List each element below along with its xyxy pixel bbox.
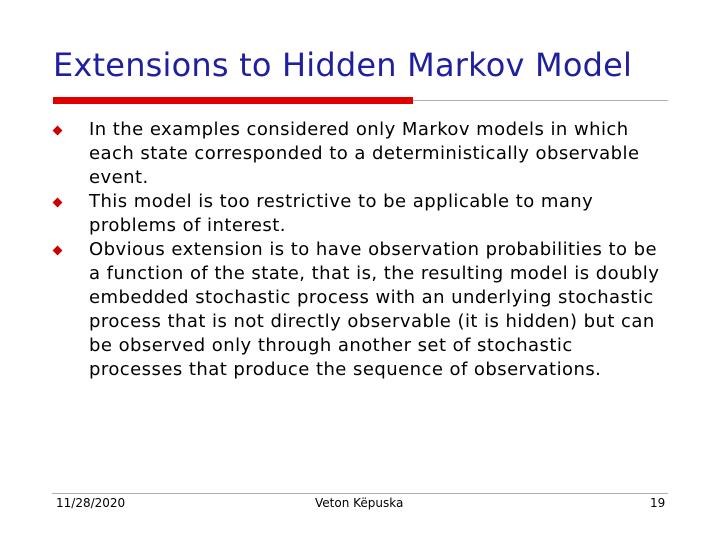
footer-author: Veton Këpuska	[315, 496, 404, 510]
diamond-bullet-icon	[53, 126, 63, 136]
title-divider-line	[413, 100, 668, 101]
footer-divider-line	[52, 493, 668, 494]
diamond-bullet-icon	[53, 198, 63, 208]
diamond-bullet-icon	[53, 246, 63, 256]
slide-title: Extensions to Hidden Markov Model	[53, 46, 633, 84]
bullet-text: In the examples considered only Markov models in which each state corresponded to a deterministically observable event.	[89, 119, 640, 188]
bullet-list	[52, 118, 672, 382]
bullet-item	[52, 238, 672, 382]
bullet-text: Obvious extension is to have observation probabilities to be a function of the state, that is, the resulting model is doubly embedded stochastic process with an underlying stochastic process that is not directly observable (it is hidden) but can be observed only through another set of stochastic processes that produce the sequence of observations.	[89, 239, 660, 380]
footer-page-number: 19	[650, 496, 666, 510]
bullet-item	[52, 118, 672, 190]
footer-date: 11/28/2020	[56, 496, 126, 510]
title-accent-bar	[53, 97, 413, 104]
bullet-text: This model is too restrictive to be applicable to many problems of interest.	[89, 191, 594, 236]
bullet-item	[52, 190, 672, 238]
